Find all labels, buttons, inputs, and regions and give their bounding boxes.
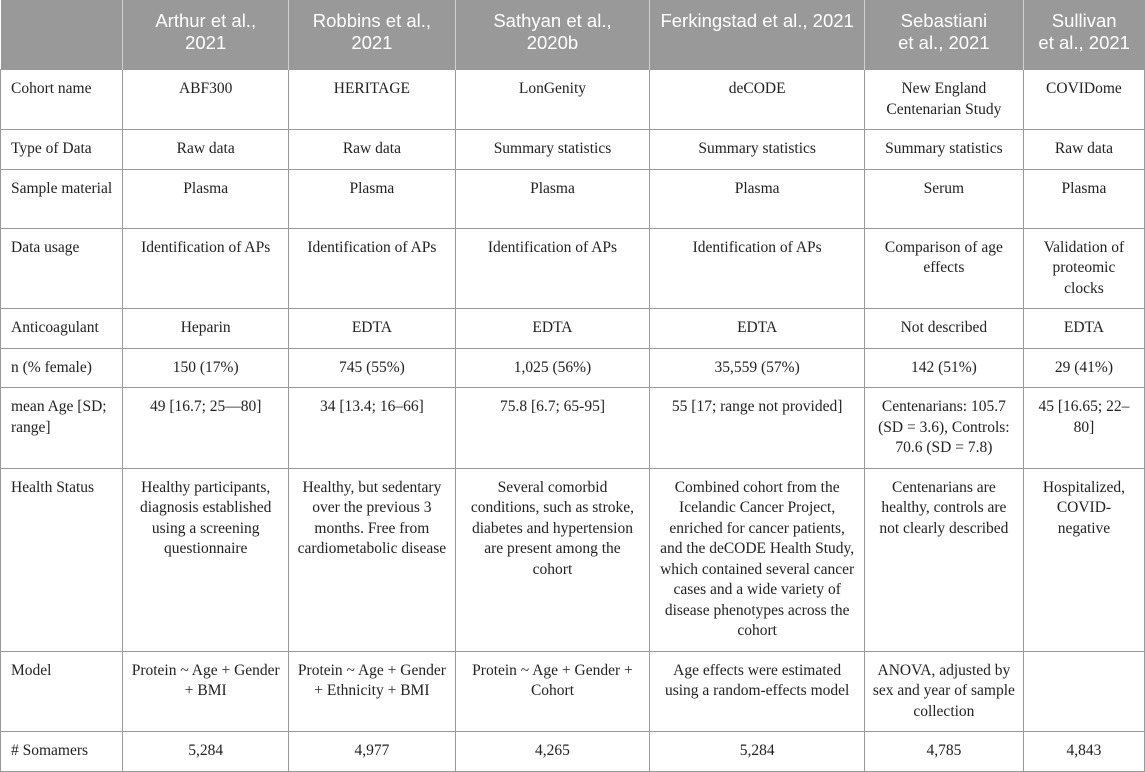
table-cell: 45 [16.65; 22–80]	[1023, 388, 1144, 469]
row-label: Data usage	[1, 228, 123, 309]
row-mean-age	[1, 388, 1145, 469]
table-cell: 35,559 (57%)	[650, 348, 864, 388]
table-cell: ABF300	[123, 70, 289, 130]
row-health-status	[1, 468, 1145, 651]
row-label: Model	[1, 651, 123, 732]
table-cell: Centenarians are healthy, controls are not clearly described	[864, 468, 1023, 651]
row-label: Cohort name	[1, 70, 123, 130]
table-cell: Not described	[864, 309, 1023, 349]
table-cell: Several comorbid conditions, such as stroke, diabetes and hypertension are present among the cohort	[455, 468, 650, 651]
table-cell: Healthy participants, diagnosis established using a screening questionnaire	[123, 468, 289, 651]
row-label: n (% female)	[1, 348, 123, 388]
row-type-of-data	[1, 130, 1145, 170]
table-cell: Plasma	[650, 169, 864, 228]
table-cell: Protein ~ Age + Gender + BMI	[123, 651, 289, 732]
table-cell: 4,785	[864, 732, 1023, 772]
table-cell: HERITAGE	[289, 70, 455, 130]
table-cell: 4,843	[1023, 732, 1144, 772]
table-cell: Plasma	[123, 169, 289, 228]
table-cell: Hospitalized, COVID-negative	[1023, 468, 1144, 651]
table-cell: EDTA	[289, 309, 455, 349]
table-cell: 75.8 [6.7; 65-95]	[455, 388, 650, 469]
table-cell: Combined cohort from the Icelandic Cancer Project, enriched for cancer patients, and the deCODE Health Study, which contained several cancer cases and a wide variety of disease phenotypes across the cohort	[650, 468, 864, 651]
study-header-sullivan: Sullivan et al., 2021	[1023, 0, 1144, 70]
table-cell: 5,284	[123, 732, 289, 772]
table-cell: 29 (41%)	[1023, 348, 1144, 388]
table-cell: Comparison of age effects	[864, 228, 1023, 309]
table-cell: Validation of proteomic clocks	[1023, 228, 1144, 309]
header-row	[1, 0, 1145, 70]
table-cell: 142 (51%)	[864, 348, 1023, 388]
row-sample-material	[1, 169, 1145, 228]
table-cell: Healthy, but sedentary over the previous 3 months. Free from cardiometabolic disease	[289, 468, 455, 651]
table-cell: EDTA	[455, 309, 650, 349]
table-cell: Identification of APs	[650, 228, 864, 309]
row-somamers	[1, 732, 1145, 772]
header-corner	[1, 0, 123, 70]
table-cell: EDTA	[1023, 309, 1144, 349]
row-label: mean Age [SD; range]	[1, 388, 123, 469]
table-cell: ANOVA, adjusted by sex and year of sample collection	[864, 651, 1023, 732]
table-cell: COVIDome	[1023, 70, 1144, 130]
table-cell: Summary statistics	[650, 130, 864, 170]
row-label: Sample material	[1, 169, 123, 228]
table-cell: Summary statistics	[455, 130, 650, 170]
table-cell: Age effects were estimated using a random-effects model	[650, 651, 864, 732]
row-anticoagulant	[1, 309, 1145, 349]
table-cell: Plasma	[289, 169, 455, 228]
table-cell: Protein ~ Age + Gender + Cohort	[455, 651, 650, 732]
table-cell: Plasma	[455, 169, 650, 228]
table-cell: LonGenity	[455, 70, 650, 130]
row-cohort-name	[1, 70, 1145, 130]
table-cell: Centenarians: 105.7 (SD = 3.6), Controls: 70.6 (SD = 7.8)	[864, 388, 1023, 469]
study-header-sebastiani: Sebastiani et al., 2021	[864, 0, 1023, 70]
table-cell: 34 [13.4; 16–66]	[289, 388, 455, 469]
table-cell: EDTA	[650, 309, 864, 349]
table-cell: 5,284	[650, 732, 864, 772]
table-cell: Identification of APs	[289, 228, 455, 309]
table-cell: 4,265	[455, 732, 650, 772]
study-header-robbins: Robbins et al., 2021	[289, 0, 455, 70]
table-cell: Protein ~ Age + Gender + Ethnicity + BMI	[289, 651, 455, 732]
table-cell: Summary statistics	[864, 130, 1023, 170]
table-cell: 1,025 (56%)	[455, 348, 650, 388]
table-cell: Raw data	[123, 130, 289, 170]
table-cell: Heparin	[123, 309, 289, 349]
table-cell: 49 [16.7; 25—80]	[123, 388, 289, 469]
table-cell: deCODE	[650, 70, 864, 130]
row-n-female	[1, 348, 1145, 388]
table-cell: Raw data	[289, 130, 455, 170]
table-cell: Serum	[864, 169, 1023, 228]
table-cell: Raw data	[1023, 130, 1144, 170]
table-cell: Identification of APs	[455, 228, 650, 309]
study-header-ferkingstad: Ferkingstad et al., 2021	[650, 0, 864, 70]
row-model	[1, 651, 1145, 732]
table-cell: 745 (55%)	[289, 348, 455, 388]
table-cell	[1023, 651, 1144, 732]
study-header-sathyan: Sathyan et al., 2020b	[455, 0, 650, 70]
table-cell: 55 [17; range not provided]	[650, 388, 864, 469]
row-label: Type of Data	[1, 130, 123, 170]
table-cell: Plasma	[1023, 169, 1144, 228]
row-label: Anticoagulant	[1, 309, 123, 349]
table-cell: Identification of APs	[123, 228, 289, 309]
study-header-arthur: Arthur et al., 2021	[123, 0, 289, 70]
table-cell: 150 (17%)	[123, 348, 289, 388]
row-data-usage	[1, 228, 1145, 309]
row-label: Health Status	[1, 468, 123, 651]
table-cell: New England Centenarian Study	[864, 70, 1023, 130]
table-cell: 4,977	[289, 732, 455, 772]
row-label: # Somamers	[1, 732, 123, 772]
